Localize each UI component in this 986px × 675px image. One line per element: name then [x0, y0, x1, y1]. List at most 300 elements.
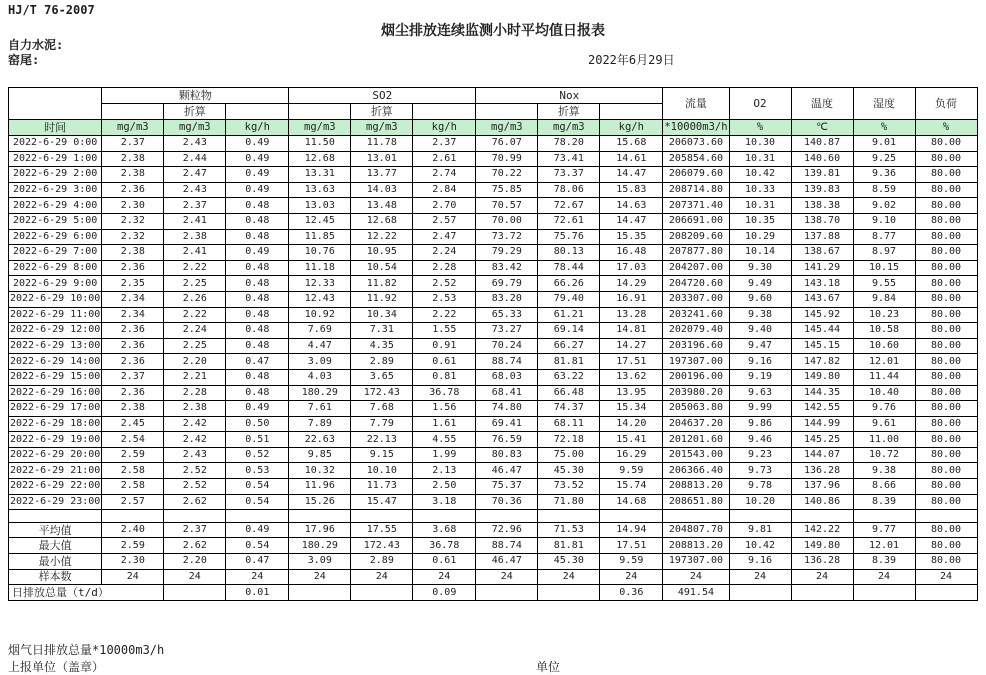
value-cell: 206073.60 — [663, 136, 729, 152]
header-row-units — [9, 120, 978, 136]
value-cell: 61.21 — [538, 307, 600, 323]
value-cell: 80.00 — [915, 198, 977, 214]
time-cell: 2022-6-29 5:00 — [9, 213, 102, 229]
time-cell: 2022-6-29 7:00 — [9, 245, 102, 261]
value-cell: 2.57 — [413, 213, 476, 229]
value-cell: 80.00 — [915, 229, 977, 245]
value-cell: 3.18 — [413, 494, 476, 510]
value-cell: 36.78 — [413, 385, 476, 401]
value-cell: 80.00 — [915, 479, 977, 495]
summary-value: 9.77 — [853, 522, 915, 538]
value-cell: 138.67 — [791, 245, 853, 261]
value-cell: 2.37 — [164, 198, 226, 214]
value-cell: 141.29 — [791, 260, 853, 276]
value-cell: 14.63 — [600, 198, 663, 214]
summary-label: 平均值 — [9, 522, 102, 538]
value-cell: 0.49 — [226, 401, 289, 417]
value-cell: 9.63 — [729, 385, 791, 401]
value-cell: 0.48 — [226, 323, 289, 339]
value-cell: 142.55 — [791, 401, 853, 417]
value-cell: 0.51 — [226, 432, 289, 448]
unit-cell: mg/m3 — [351, 120, 413, 136]
value-cell: 75.37 — [476, 479, 538, 495]
summary-value: 71.53 — [538, 522, 600, 538]
value-cell: 9.19 — [729, 369, 791, 385]
value-cell: 10.35 — [729, 213, 791, 229]
value-cell: 8.77 — [853, 229, 915, 245]
value-cell: 80.00 — [915, 167, 977, 183]
value-cell: 83.20 — [476, 291, 538, 307]
value-cell: 80.00 — [915, 338, 977, 354]
value-cell: 13.03 — [289, 198, 351, 214]
summary-value: 2.89 — [351, 554, 413, 570]
summary-value: 136.28 — [791, 554, 853, 570]
value-cell: 73.41 — [538, 151, 600, 167]
time-cell: 2022-6-29 19:00 — [9, 432, 102, 448]
summary-value: 180.29 — [289, 538, 351, 554]
time-cell: 2022-6-29 21:00 — [9, 463, 102, 479]
summary-row — [9, 522, 978, 538]
summary-value: 72.96 — [476, 522, 538, 538]
value-cell: 139.81 — [791, 167, 853, 183]
value-cell: 201201.60 — [663, 432, 729, 448]
value-cell: 2.36 — [102, 385, 164, 401]
time-cell: 2022-6-29 2:00 — [9, 167, 102, 183]
value-cell: 14.47 — [600, 213, 663, 229]
value-cell: 14.81 — [600, 323, 663, 339]
value-cell: 7.68 — [351, 401, 413, 417]
value-cell: 9.76 — [853, 401, 915, 417]
daily-total-value: 0.01 — [226, 585, 289, 601]
value-cell: 145.15 — [791, 338, 853, 354]
time-cell: 2022-6-29 23:00 — [9, 494, 102, 510]
value-cell: 80.00 — [915, 354, 977, 370]
value-cell: 63.22 — [538, 369, 600, 385]
blank-cell — [289, 510, 351, 523]
site-label: 窑尾: — [8, 53, 40, 67]
table-row — [9, 245, 978, 261]
summary-value: 80.00 — [915, 554, 977, 570]
summary-value: 3.09 — [289, 554, 351, 570]
summary-value: 24 — [164, 569, 226, 585]
value-cell: 46.47 — [476, 463, 538, 479]
value-cell: 70.22 — [476, 167, 538, 183]
value-cell: 3.65 — [351, 369, 413, 385]
value-cell: 203980.20 — [663, 385, 729, 401]
value-cell: 2.42 — [164, 416, 226, 432]
value-cell: 0.48 — [226, 276, 289, 292]
value-cell: 73.72 — [476, 229, 538, 245]
value-cell: 2.22 — [164, 307, 226, 323]
value-cell: 9.78 — [729, 479, 791, 495]
value-cell: 2.28 — [164, 385, 226, 401]
value-cell: 144.07 — [791, 447, 853, 463]
summary-value: 9.16 — [729, 554, 791, 570]
value-cell: 2.38 — [102, 401, 164, 417]
value-cell: 13.48 — [351, 198, 413, 214]
blank-cell — [663, 510, 729, 523]
value-cell: 14.47 — [600, 167, 663, 183]
blank-cell — [351, 510, 413, 523]
unit-cell: mg/m3 — [289, 120, 351, 136]
value-cell: 8.39 — [853, 494, 915, 510]
value-cell: 75.85 — [476, 182, 538, 198]
value-cell: 136.28 — [791, 463, 853, 479]
value-cell: 2.58 — [102, 463, 164, 479]
table-row — [9, 385, 978, 401]
time-cell: 2022-6-29 4:00 — [9, 198, 102, 214]
summary-label: 样本数 — [9, 569, 102, 585]
value-cell: 3.09 — [289, 354, 351, 370]
summary-value: 24 — [226, 569, 289, 585]
value-cell: 2.13 — [413, 463, 476, 479]
value-cell: 12.68 — [289, 151, 351, 167]
unit-cell: mg/m3 — [476, 120, 538, 136]
value-cell: 10.30 — [729, 136, 791, 152]
group-so2-header: SO2 — [289, 88, 476, 104]
value-cell: 0.48 — [226, 213, 289, 229]
value-cell: 22.13 — [351, 432, 413, 448]
summary-value: 17.55 — [351, 522, 413, 538]
blank-cell — [413, 104, 476, 120]
value-cell: 80.00 — [915, 447, 977, 463]
value-cell: 2.52 — [164, 463, 226, 479]
value-cell: 2.34 — [102, 291, 164, 307]
time-cell: 2022-6-29 9:00 — [9, 276, 102, 292]
summary-value: 17.96 — [289, 522, 351, 538]
value-cell: 0.49 — [226, 182, 289, 198]
value-cell: 2.41 — [164, 245, 226, 261]
summary-value: 24 — [791, 569, 853, 585]
value-cell: 7.61 — [289, 401, 351, 417]
summary-value: 14.94 — [600, 522, 663, 538]
value-cell: 15.34 — [600, 401, 663, 417]
value-cell: 2.28 — [413, 260, 476, 276]
blank-cell — [289, 104, 351, 120]
daily-total-value — [164, 585, 226, 601]
value-cell: 204720.60 — [663, 276, 729, 292]
summary-value: 12.01 — [853, 538, 915, 554]
time-cell: 2022-6-29 11:00 — [9, 307, 102, 323]
summary-value: 80.00 — [915, 538, 977, 554]
time-cell: 2022-6-29 1:00 — [9, 151, 102, 167]
value-cell: 80.00 — [915, 463, 977, 479]
value-cell: 13.95 — [600, 385, 663, 401]
daily-total-row — [9, 585, 978, 601]
summary-row — [9, 554, 978, 570]
table-row — [9, 182, 978, 198]
value-cell: 13.63 — [289, 182, 351, 198]
value-cell: 0.52 — [226, 447, 289, 463]
value-cell: 0.48 — [226, 291, 289, 307]
value-cell: 1.56 — [413, 401, 476, 417]
value-cell: 80.00 — [915, 401, 977, 417]
value-cell: 2.44 — [164, 151, 226, 167]
summary-value: 24 — [853, 569, 915, 585]
value-cell: 0.47 — [226, 354, 289, 370]
summary-value: 3.68 — [413, 522, 476, 538]
blank-cell — [102, 510, 164, 523]
summary-value: 88.74 — [476, 538, 538, 554]
value-cell: 0.48 — [226, 260, 289, 276]
table-row — [9, 213, 978, 229]
value-cell: 2.43 — [164, 182, 226, 198]
value-cell: 12.68 — [351, 213, 413, 229]
value-cell: 80.00 — [915, 136, 977, 152]
value-cell: 69.41 — [476, 416, 538, 432]
value-cell: 2.50 — [413, 479, 476, 495]
unit-label: 单位 — [536, 660, 561, 674]
value-cell: 2.32 — [102, 229, 164, 245]
value-cell: 10.54 — [351, 260, 413, 276]
value-cell: 72.67 — [538, 198, 600, 214]
value-cell: 0.54 — [226, 479, 289, 495]
time-cell: 2022-6-29 12:00 — [9, 323, 102, 339]
blank-cell — [600, 104, 663, 120]
value-cell: 205854.60 — [663, 151, 729, 167]
value-cell: 13.77 — [351, 167, 413, 183]
value-cell: 69.14 — [538, 323, 600, 339]
daily-total-value — [791, 585, 853, 601]
unit-cell: kg/h — [600, 120, 663, 136]
table-row — [9, 229, 978, 245]
so2-conv-header: 折算 — [351, 104, 413, 120]
value-cell: 2.58 — [102, 479, 164, 495]
value-cell: 9.59 — [600, 463, 663, 479]
value-cell: 2.38 — [102, 167, 164, 183]
summary-value: 46.47 — [476, 554, 538, 570]
value-cell: 75.00 — [538, 447, 600, 463]
spacer-row — [9, 510, 978, 523]
value-cell: 73.27 — [476, 323, 538, 339]
report-date: 2022年6月29日 — [588, 53, 675, 67]
time-cell: 2022-6-29 0:00 — [9, 136, 102, 152]
value-cell: 11.44 — [853, 369, 915, 385]
unit-cell: % — [853, 120, 915, 136]
blank-cell — [853, 510, 915, 523]
pm-conv-header: 折算 — [164, 104, 226, 120]
value-cell: 73.52 — [538, 479, 600, 495]
value-cell: 79.29 — [476, 245, 538, 261]
time-cell: 2022-6-29 8:00 — [9, 260, 102, 276]
value-cell: 208813.20 — [663, 479, 729, 495]
blank-cell — [413, 510, 476, 523]
time-cell: 2022-6-29 17:00 — [9, 401, 102, 417]
value-cell: 16.48 — [600, 245, 663, 261]
table-row — [9, 354, 978, 370]
load-header: 负荷 — [915, 88, 977, 120]
summary-value: 9.81 — [729, 522, 791, 538]
unit-cell: mg/m3 — [102, 120, 164, 136]
time-cell: 2022-6-29 13:00 — [9, 338, 102, 354]
value-cell: 11.96 — [289, 479, 351, 495]
value-cell: 68.41 — [476, 385, 538, 401]
value-cell: 83.42 — [476, 260, 538, 276]
value-cell: 2.26 — [164, 291, 226, 307]
value-cell: 0.48 — [226, 338, 289, 354]
value-cell: 14.68 — [600, 494, 663, 510]
value-cell: 10.58 — [853, 323, 915, 339]
value-cell: 80.00 — [915, 260, 977, 276]
value-cell: 10.14 — [729, 245, 791, 261]
value-cell: 2.45 — [102, 416, 164, 432]
value-cell: 10.29 — [729, 229, 791, 245]
unit-cell: kg/h — [413, 120, 476, 136]
value-cell: 0.91 — [413, 338, 476, 354]
table-header — [9, 88, 978, 136]
summary-value: 2.40 — [102, 522, 164, 538]
value-cell: 172.43 — [351, 385, 413, 401]
value-cell: 15.83 — [600, 182, 663, 198]
value-cell: 10.31 — [729, 151, 791, 167]
value-cell: 2.36 — [102, 182, 164, 198]
summary-value: 208813.20 — [663, 538, 729, 554]
value-cell: 2.42 — [164, 432, 226, 448]
value-cell: 2.21 — [164, 369, 226, 385]
value-cell: 2.30 — [102, 198, 164, 214]
unit-cell: mg/m3 — [164, 120, 226, 136]
value-cell: 143.67 — [791, 291, 853, 307]
value-cell: 2.37 — [413, 136, 476, 152]
unit-cell: % — [729, 120, 791, 136]
value-cell: 145.44 — [791, 323, 853, 339]
value-cell: 81.81 — [538, 354, 600, 370]
value-cell: 208209.60 — [663, 229, 729, 245]
summary-value: 24 — [351, 569, 413, 585]
value-cell: 208714.80 — [663, 182, 729, 198]
value-cell: 80.00 — [915, 276, 977, 292]
value-cell: 1.99 — [413, 447, 476, 463]
value-cell: 144.35 — [791, 385, 853, 401]
time-cell: 2022-6-29 16:00 — [9, 385, 102, 401]
value-cell: 14.03 — [351, 182, 413, 198]
table-row — [9, 323, 978, 339]
time-cell: 2022-6-29 22:00 — [9, 479, 102, 495]
value-cell: 1.61 — [413, 416, 476, 432]
value-cell: 2.52 — [413, 276, 476, 292]
nox-conv-header: 折算 — [538, 104, 600, 120]
time-cell: 2022-6-29 18:00 — [9, 416, 102, 432]
value-cell: 10.32 — [289, 463, 351, 479]
time-cell: 2022-6-29 15:00 — [9, 369, 102, 385]
daily-total-value — [351, 585, 413, 601]
value-cell: 0.48 — [226, 385, 289, 401]
value-cell: 8.97 — [853, 245, 915, 261]
value-cell: 78.06 — [538, 182, 600, 198]
value-cell: 0.49 — [226, 167, 289, 183]
value-cell: 204207.00 — [663, 260, 729, 276]
unit-cell: kg/h — [226, 120, 289, 136]
value-cell: 204637.20 — [663, 416, 729, 432]
value-cell: 0.54 — [226, 494, 289, 510]
time-cell: 2022-6-29 10:00 — [9, 291, 102, 307]
blank-cell — [226, 510, 289, 523]
value-cell: 12.45 — [289, 213, 351, 229]
value-cell: 139.83 — [791, 182, 853, 198]
daily-total-value: 0.09 — [413, 585, 476, 601]
corner-cell — [9, 88, 102, 120]
value-cell: 9.49 — [729, 276, 791, 292]
blank-cell — [729, 510, 791, 523]
time-header: 时间 — [9, 120, 102, 136]
daily-total-value — [915, 585, 977, 601]
value-cell: 11.92 — [351, 291, 413, 307]
value-cell: 2.47 — [413, 229, 476, 245]
table-row — [9, 416, 978, 432]
value-cell: 203307.00 — [663, 291, 729, 307]
value-cell: 2.38 — [164, 401, 226, 417]
table-row — [9, 479, 978, 495]
value-cell: 74.80 — [476, 401, 538, 417]
value-cell: 69.79 — [476, 276, 538, 292]
value-cell: 72.61 — [538, 213, 600, 229]
value-cell: 2.22 — [164, 260, 226, 276]
summary-value: 24 — [413, 569, 476, 585]
value-cell: 80.00 — [915, 385, 977, 401]
value-cell: 9.84 — [853, 291, 915, 307]
summary-value: 2.30 — [102, 554, 164, 570]
value-cell: 9.61 — [853, 416, 915, 432]
daily-total-value — [853, 585, 915, 601]
value-cell: 2.36 — [102, 323, 164, 339]
value-cell: 80.00 — [915, 416, 977, 432]
table-row — [9, 136, 978, 152]
summary-value: 0.54 — [226, 538, 289, 554]
group-pm-header: 颗粒物 — [102, 88, 289, 104]
value-cell: 80.00 — [915, 291, 977, 307]
value-cell: 10.34 — [351, 307, 413, 323]
value-cell: 66.27 — [538, 338, 600, 354]
value-cell: 80.00 — [915, 323, 977, 339]
value-cell: 74.37 — [538, 401, 600, 417]
summary-value: 142.22 — [791, 522, 853, 538]
summary-value: 2.20 — [164, 554, 226, 570]
value-cell: 138.38 — [791, 198, 853, 214]
value-cell: 2.53 — [413, 291, 476, 307]
value-cell: 138.70 — [791, 213, 853, 229]
value-cell: 9.46 — [729, 432, 791, 448]
daily-total-label: 日排放总量（t/d） — [9, 585, 164, 601]
value-cell: 15.35 — [600, 229, 663, 245]
value-cell: 4.47 — [289, 338, 351, 354]
value-cell: 140.86 — [791, 494, 853, 510]
value-cell: 80.00 — [915, 245, 977, 261]
value-cell: 4.35 — [351, 338, 413, 354]
value-cell: 0.49 — [226, 136, 289, 152]
daily-total-value — [289, 585, 351, 601]
summary-value: 24 — [538, 569, 600, 585]
value-cell: 10.40 — [853, 385, 915, 401]
value-cell: 10.23 — [853, 307, 915, 323]
table-row — [9, 260, 978, 276]
unit-cell: ℃ — [791, 120, 853, 136]
value-cell: 88.74 — [476, 354, 538, 370]
blank-cell — [791, 510, 853, 523]
value-cell: 2.74 — [413, 167, 476, 183]
value-cell: 0.49 — [226, 151, 289, 167]
value-cell: 8.66 — [853, 479, 915, 495]
value-cell: 2.37 — [102, 136, 164, 152]
value-cell: 14.61 — [600, 151, 663, 167]
value-cell: 9.73 — [729, 463, 791, 479]
value-cell: 15.47 — [351, 494, 413, 510]
value-cell: 15.74 — [600, 479, 663, 495]
summary-value: 24 — [600, 569, 663, 585]
blank-cell — [164, 510, 226, 523]
value-cell: 9.30 — [729, 260, 791, 276]
blank-cell — [102, 104, 164, 120]
summary-label: 最大值 — [9, 538, 102, 554]
